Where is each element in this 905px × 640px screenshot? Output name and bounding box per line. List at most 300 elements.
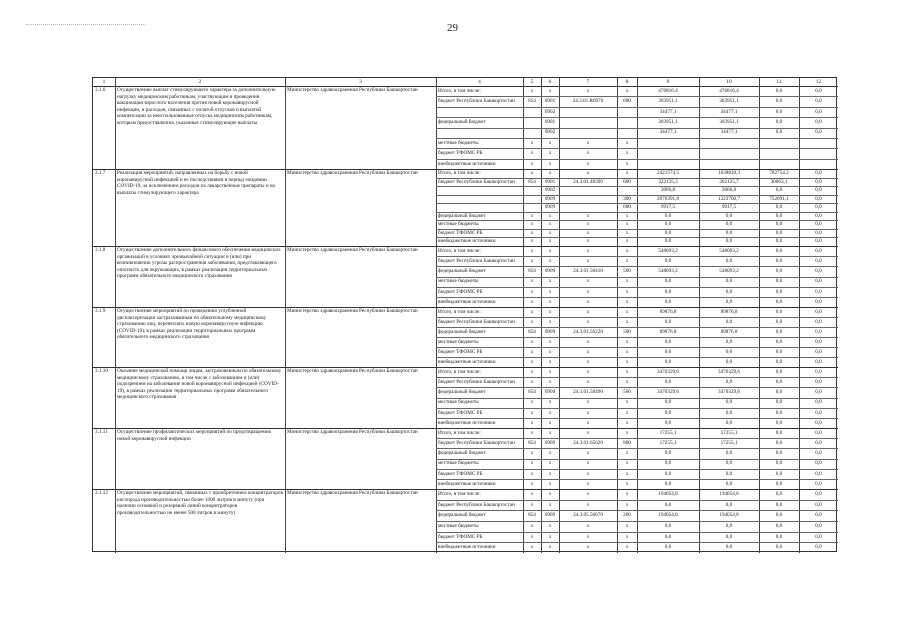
value-cell: x [625, 229, 629, 236]
value-cell: 0,0 [775, 460, 783, 467]
row-divider [436, 438, 838, 439]
value-cell: 0,0 [815, 440, 822, 446]
value-cell: x [548, 87, 552, 94]
value-cell: x [548, 150, 552, 157]
value-cell: 2421574,5 [656, 170, 680, 177]
value-cell: 1638820,3 [717, 170, 741, 177]
value-cell: 0,0 [725, 523, 733, 530]
source-label: Итого, в том числе: [438, 308, 481, 315]
value-cell: x [586, 288, 590, 295]
value-cell: x [530, 429, 534, 436]
value-cell: 0,0 [664, 544, 672, 551]
value-cell: 0,0 [664, 523, 672, 530]
section-executor: Министерство здравоохранения Республики Башкортостан [287, 247, 418, 253]
value-cell: 0,0 [775, 533, 783, 540]
value-cell [523, 109, 541, 116]
source-label: бюджет ТФОМС РБ [438, 470, 483, 477]
header-cell: 1 [102, 79, 106, 85]
value-cell: 24.3.01.48390 [573, 178, 603, 185]
value-cell: 0,0 [725, 338, 733, 345]
value-cell: 303951,1 [719, 119, 739, 126]
value-cell: 0,0 [815, 358, 822, 365]
value-cell: x [625, 450, 629, 457]
value-cell: 0,0 [815, 129, 822, 136]
row-divider [436, 287, 838, 288]
source-label: бюджет ТФОМС РБ [438, 409, 483, 416]
column-divider [115, 78, 116, 553]
section-code: 3.1.10 [95, 368, 108, 374]
value-cell [617, 119, 637, 126]
value-cell: x [586, 544, 590, 551]
value-cell: x [548, 338, 552, 345]
value-cell: x [586, 419, 590, 426]
value-cell: 800 [623, 440, 631, 446]
row-divider [436, 387, 838, 388]
value-cell [637, 161, 699, 168]
value-cell: 3470329,6 [717, 368, 741, 375]
row-divider [436, 159, 838, 160]
source-label: Итого, в том числе: [438, 491, 481, 498]
source-label: бюджет Республики Башкортостан [438, 440, 515, 446]
source-label [438, 109, 523, 116]
value-cell: x [530, 87, 534, 94]
value-cell: x [548, 501, 552, 508]
value-cell: x [548, 379, 552, 385]
value-cell: x [530, 229, 534, 236]
value-cell: 0,0 [775, 187, 783, 194]
value-cell: x [586, 298, 590, 305]
value-cell: 0,0 [815, 187, 822, 194]
value-cell: 0909 [544, 389, 556, 396]
header-cell: 4 [478, 79, 481, 85]
value-cell: x [530, 544, 534, 551]
value-cell: 0,0 [815, 512, 822, 519]
value-cell: x [548, 247, 552, 254]
value-cell: x [586, 348, 590, 355]
value-cell: x [586, 368, 590, 375]
value-cell: 0,0 [775, 338, 783, 345]
row-divider [436, 398, 838, 399]
value-cell: 303951,1 [719, 98, 739, 105]
value-cell: 0901 [544, 98, 556, 105]
value-cell: 24.3.01.R6970 [572, 98, 604, 105]
value-cell: 500 [623, 328, 631, 335]
value-cell [617, 187, 637, 194]
value-cell: 17255,1 [720, 429, 738, 436]
value-cell: x [530, 221, 534, 228]
value-cell: x [625, 491, 629, 498]
value-cell: 0,0 [815, 450, 822, 457]
section-executor: Министерство здравоохранения Республики Башкортостан [287, 87, 418, 93]
value-cell: x [586, 338, 590, 345]
row-divider [436, 203, 838, 204]
row-divider [436, 178, 838, 179]
value-cell: 0,0 [664, 212, 672, 219]
value-cell: 782754,2 [769, 170, 789, 177]
value-cell: x [586, 238, 590, 245]
row-divider [436, 510, 838, 511]
value-cell: 0,0 [775, 318, 783, 325]
value-cell: x [530, 278, 534, 285]
source-label: федеральный бюджет [438, 450, 486, 457]
value-cell: x [548, 160, 552, 167]
source-label: федеральный бюджет [438, 512, 486, 519]
value-cell [799, 140, 838, 147]
value-cell [523, 187, 541, 194]
value-cell: x [625, 399, 629, 406]
value-cell: x [530, 450, 534, 457]
value-cell: 89876,8 [659, 308, 677, 315]
value-cell: 0,0 [664, 419, 672, 426]
value-cell: x [530, 238, 534, 245]
value-cell: 548093,2 [658, 268, 678, 275]
value-cell: x [548, 358, 552, 365]
column-divider [436, 78, 437, 553]
value-cell [523, 204, 541, 211]
value-cell: x [530, 409, 534, 416]
value-cell: 0,0 [775, 129, 783, 136]
value-cell: x [530, 501, 534, 508]
value-cell: 0909 [544, 204, 556, 211]
value-cell: 0,0 [775, 419, 783, 426]
source-label: внебюджетные источники [438, 238, 496, 245]
row-divider [436, 117, 838, 118]
value-cell: x [625, 160, 629, 167]
value-cell: 476816,4 [658, 87, 678, 94]
value-cell: x [530, 419, 534, 426]
value-cell: x [586, 470, 590, 477]
value-cell: 0,0 [815, 318, 822, 325]
value-cell: 0,0 [815, 533, 822, 540]
value-cell: 0,0 [664, 450, 672, 457]
value-cell [759, 140, 799, 147]
value-cell: 548093,2 [719, 247, 739, 254]
section-code: 3.1.8 [95, 247, 106, 253]
value-cell: x [586, 139, 590, 146]
value-cell: 0902 [544, 129, 556, 136]
value-cell: x [530, 247, 534, 254]
budget-table [92, 77, 837, 552]
value-cell: 0,0 [725, 533, 733, 540]
value-cell [759, 161, 799, 168]
value-cell: x [625, 139, 629, 146]
source-label: местные бюджеты [438, 460, 479, 467]
value-cell: 0,0 [725, 318, 733, 325]
value-cell: 89876,8 [720, 308, 738, 315]
value-cell: 0,0 [815, 389, 822, 396]
value-cell: x [548, 460, 552, 467]
value-cell [699, 150, 759, 157]
value-cell: x [530, 308, 534, 315]
value-cell: 0,0 [815, 247, 822, 254]
source-label: бюджет Республики Башкортостан [438, 501, 515, 508]
row-divider [436, 229, 838, 230]
value-cell: 0,0 [775, 501, 783, 508]
value-cell: 0,0 [815, 298, 822, 305]
value-cell: x [530, 358, 534, 365]
value-cell: x [586, 523, 590, 530]
value-cell: 0,0 [664, 379, 672, 385]
header-cell: 3 [359, 79, 362, 85]
value-cell: 0,0 [775, 368, 783, 375]
value-cell: x [548, 221, 552, 228]
section-executor: Министерство здравоохранения Республики Башкортостан [287, 490, 418, 496]
value-cell: 0,0 [815, 87, 822, 94]
value-cell: 0,0 [725, 229, 733, 236]
value-cell: 0,0 [775, 278, 783, 285]
value-cell: 17255,1 [659, 440, 677, 446]
value-cell: 0,0 [664, 480, 672, 487]
value-cell: x [530, 533, 534, 540]
value-cell: x [548, 308, 552, 315]
value-cell: x [586, 170, 590, 177]
value-cell: 548093,2 [658, 247, 678, 254]
source-label: внебюджетные источники [438, 544, 496, 551]
value-cell: 854 [528, 178, 536, 185]
value-cell: 194054,8 [719, 491, 739, 498]
value-cell: 0,0 [815, 229, 822, 236]
value-cell: 854 [528, 268, 536, 275]
source-label: внебюджетные источники [438, 419, 496, 426]
section-description: Осуществление мероприятий по проведению углубленной диспансеризации застрахованным по обязательному медицинскому страхованию лиц, перенесших новую коронавирусную инфекцию (COVID-19), в рамках реализации территориальных программ обязательного медицинского страхования [117, 308, 267, 340]
value-cell: 0,0 [664, 298, 672, 305]
value-cell: 194054,8 [658, 512, 678, 519]
value-cell: 17255,1 [659, 429, 677, 436]
section-code: 3.1.11 [95, 429, 108, 435]
row-divider [436, 195, 838, 196]
value-cell: x [530, 139, 534, 146]
source-label: бюджет ТФОМС РБ [438, 150, 483, 157]
value-cell: 0,0 [664, 533, 672, 540]
section-code: 3.1.12 [95, 490, 108, 496]
value-cell: 302125,7 [719, 178, 739, 185]
value-cell: x [530, 298, 534, 305]
value-cell: x [625, 212, 629, 219]
column-divider [285, 78, 286, 553]
source-label: федеральный бюджет [438, 328, 486, 335]
value-cell: 17255,1 [720, 440, 738, 446]
value-cell: 0,0 [775, 247, 783, 254]
value-cell: x [548, 491, 552, 498]
value-cell: x [625, 419, 629, 426]
source-label: бюджет Республики Башкортостан [438, 379, 515, 385]
section-code: 3.1.7 [95, 170, 106, 176]
value-cell: x [548, 409, 552, 416]
value-cell: 0,0 [815, 419, 822, 426]
source-label: Итого, в том числе: [438, 87, 481, 94]
row-divider [436, 297, 838, 298]
value-cell: x [586, 460, 590, 467]
section-executor: Министерство здравоохранения Республики Башкортостан [287, 308, 418, 314]
section-description: Осуществление выплат стимулирующего характера за дополнительную нагрузку медицинским работникам, участвующим в проведении вакцинации взрослого населения против новой коронавирусной инфекции, и расходов, связанных с оплатой отпусков и выплатой компенсации за неиспользованные отпуска медицинским работникам, которым предоставлялись указанные стимулирующие выплаты [117, 87, 276, 126]
value-cell: x [625, 533, 629, 540]
value-cell: 0901 [544, 119, 556, 126]
value-cell: 0,0 [725, 470, 733, 477]
value-cell: 0,0 [664, 348, 672, 355]
row-divider [436, 448, 838, 449]
value-cell: x [530, 491, 534, 498]
value-cell: 0,0 [664, 470, 672, 477]
value-cell: 0909 [544, 512, 556, 519]
row-divider [436, 96, 838, 97]
value-cell: 3066,8 [660, 187, 676, 194]
value-cell: x [530, 399, 534, 406]
value-cell: x [548, 429, 552, 436]
value-cell: 0,0 [775, 258, 783, 264]
value-cell [523, 119, 541, 126]
value-cell: 600 [623, 98, 631, 105]
value-cell: 194054,8 [658, 491, 678, 498]
value-cell: x [586, 212, 590, 219]
value-cell: 0,0 [725, 278, 733, 285]
source-label [438, 129, 523, 136]
value-cell: 89876,8 [659, 328, 677, 335]
value-cell [699, 140, 759, 147]
row-divider [436, 479, 838, 480]
value-cell: 0,0 [725, 221, 733, 228]
source-label: местные бюджеты [438, 523, 479, 530]
value-cell: 0,0 [725, 379, 733, 385]
value-cell: 0,0 [664, 221, 672, 228]
section-description: Реализация мероприятий, направленных на борьбу с новой коронавирусной инфекцией и ее последствиями в период эпидемии COVID-19, за исключением расходов на лекарственные препараты и на выплаты стимулирующего характера [117, 170, 275, 196]
value-cell: 89876,8 [720, 328, 738, 335]
value-cell: 500 [623, 389, 631, 396]
value-cell: x [625, 429, 629, 436]
value-cell: x [625, 358, 629, 365]
value-cell: x [586, 258, 590, 264]
source-label: Итого, в том числе: [438, 368, 481, 375]
value-cell: x [625, 288, 629, 295]
value-cell: 0,0 [815, 399, 822, 406]
value-cell: 0,0 [815, 268, 822, 275]
source-label: федеральный бюджет [438, 119, 486, 126]
value-cell: 0,0 [664, 338, 672, 345]
row-divider [436, 347, 838, 348]
value-cell: 0,0 [725, 419, 733, 426]
value-cell: x [530, 368, 534, 375]
value-cell: x [586, 491, 590, 498]
value-cell: x [548, 212, 552, 219]
source-label: Итого, в том числе: [438, 247, 481, 254]
value-cell: 0,0 [815, 221, 822, 228]
value-cell: x [530, 258, 534, 264]
value-cell: x [625, 170, 629, 177]
value-cell: x [586, 278, 590, 285]
value-cell: 600 [623, 204, 631, 211]
value-cell: 0,0 [775, 119, 783, 126]
value-cell: 854 [528, 512, 536, 519]
source-label: местные бюджеты [438, 221, 479, 228]
source-label: внебюджетные источники [438, 358, 496, 365]
value-cell: x [548, 399, 552, 406]
value-cell: 854 [528, 440, 536, 446]
value-cell: 0,0 [815, 460, 822, 467]
value-cell: 0,0 [775, 523, 783, 530]
value-cell: 0,0 [815, 258, 822, 264]
value-cell: 548093,2 [719, 268, 739, 275]
section-executor: Министерство здравоохранения Республики Башкортостан [287, 429, 418, 435]
value-cell: 854 [528, 328, 536, 335]
corner-marks [26, 24, 146, 27]
row-divider [436, 357, 838, 358]
value-cell: x [548, 170, 552, 177]
row-divider [436, 237, 838, 238]
section-description: Осуществление мероприятий, связанных с приобретением концентраторов кислорода производительностью более 1000 литров в минуту (при наличии основной и резервной линий концентраторов производительностью не менее 500 литров в минуту) [117, 490, 283, 516]
value-cell: x [586, 229, 590, 236]
value-cell: 0,0 [775, 470, 783, 477]
value-cell: 0,0 [775, 288, 783, 295]
value-cell [637, 150, 699, 157]
value-cell: 0,0 [725, 480, 733, 487]
value-cell: x [625, 409, 629, 416]
value-cell: x [530, 470, 534, 477]
value-cell: 34477,1 [659, 129, 677, 136]
value-cell: 30063,1 [770, 178, 788, 185]
value-cell: 0,0 [725, 212, 733, 219]
source-label: внебюджетные источники [438, 298, 496, 305]
value-cell: 0,0 [725, 450, 733, 457]
value-cell: 0,0 [725, 501, 733, 508]
value-cell: 0,0 [725, 288, 733, 295]
value-cell: 0,0 [775, 440, 783, 446]
value-cell: 0,0 [775, 221, 783, 228]
section-executor: Министерство здравоохранения Республики Башкортостан [287, 368, 418, 374]
source-label: внебюджетные источники [438, 160, 496, 167]
value-cell: 0,0 [664, 229, 672, 236]
value-cell: 0,0 [775, 544, 783, 551]
value-cell: 752691,1 [769, 195, 789, 202]
value-cell: 0,0 [775, 87, 783, 94]
value-cell: 3066,8 [721, 187, 737, 194]
value-cell: 3470329,6 [717, 389, 741, 396]
value-cell: x [586, 429, 590, 436]
value-cell: 0,0 [775, 399, 783, 406]
value-cell: x [625, 238, 629, 245]
row-divider [436, 107, 838, 108]
source-label: местные бюджеты [438, 139, 479, 146]
value-cell: 0,0 [775, 512, 783, 519]
value-cell: 0,0 [815, 470, 822, 477]
value-cell: x [586, 409, 590, 416]
page-number: 29 [447, 22, 458, 34]
value-cell: x [586, 450, 590, 457]
value-cell: x [586, 247, 590, 254]
row-divider [436, 337, 838, 338]
row-divider [436, 377, 838, 378]
row-divider [436, 212, 838, 213]
value-cell: x [625, 470, 629, 477]
value-cell: 9917,5 [660, 204, 676, 211]
value-cell: 0,0 [725, 460, 733, 467]
value-cell: 34477,1 [720, 129, 738, 136]
value-cell: 0,0 [775, 229, 783, 236]
value-cell: x [530, 460, 534, 467]
value-cell: 0,0 [815, 491, 822, 498]
value-cell: x [548, 278, 552, 285]
value-cell: x [625, 348, 629, 355]
value-cell: x [548, 533, 552, 540]
source-label: бюджет ТФОМС РБ [438, 348, 483, 355]
value-cell: 0,0 [664, 460, 672, 467]
value-cell: 0,0 [775, 429, 783, 436]
value-cell [617, 109, 637, 116]
row-divider [436, 469, 838, 470]
value-cell: 0902 [544, 187, 556, 194]
value-cell: x [530, 338, 534, 345]
value-cell: x [548, 450, 552, 457]
value-cell: 854 [528, 98, 536, 105]
value-cell [559, 204, 617, 211]
